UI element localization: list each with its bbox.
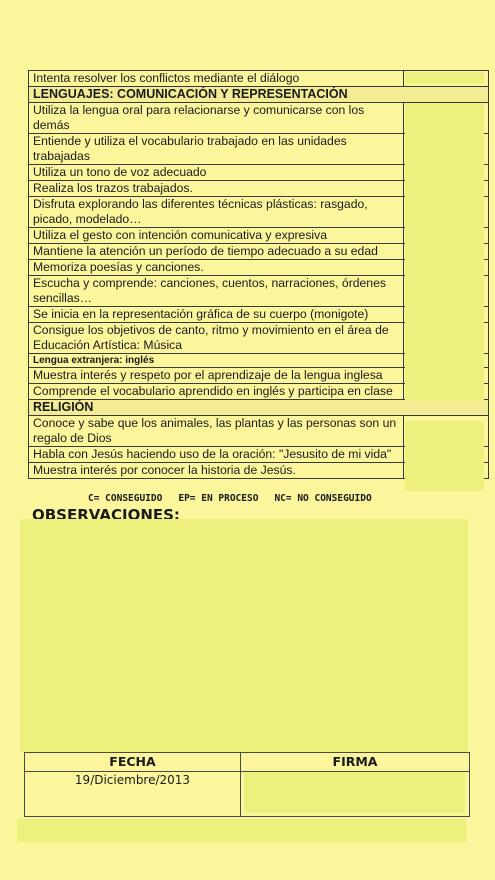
section-header-row bbox=[29, 400, 489, 416]
criterion-text: Habla con Jesús haciendo uso de la oración: "Jesusito de mi vida" bbox=[29, 447, 404, 462]
criterion-text: Consigue los objetivos de canto, ritmo y movimiento en el área de Educación Artística: Música bbox=[29, 323, 404, 353]
redacted-observaciones bbox=[20, 519, 468, 752]
redacted-footer bbox=[17, 819, 466, 842]
grading-legend bbox=[88, 493, 372, 504]
criterion-text: Conoce y sabe que los animales, las plantas y las personas son un regalo de Dios bbox=[29, 416, 404, 446]
criterion-text: Utiliza el gesto con intención comunicativa y expresiva bbox=[29, 228, 404, 243]
criterion-text: Se inicia en la representación gráfica de su cuerpo (monigote) bbox=[29, 307, 404, 322]
redacted-signature bbox=[244, 772, 465, 813]
redacted-grade-top bbox=[405, 72, 484, 84]
observaciones-title: OBSERVACIONES: bbox=[32, 506, 180, 519]
section-header-row bbox=[29, 87, 489, 103]
criterion-text: Muestra interés por conocer la historia de Jesús. bbox=[29, 463, 404, 478]
firma-column bbox=[241, 753, 469, 816]
signature-table bbox=[24, 752, 470, 817]
criterion-text: Mantiene la atención un período de tiempo adecuado a su edad bbox=[29, 244, 404, 259]
fecha-column bbox=[25, 753, 241, 816]
criterion-text: Utiliza un tono de voz adecuado bbox=[29, 165, 404, 180]
firma-label: FIRMA bbox=[241, 753, 469, 772]
criterion-text: Memoriza poesías y canciones. bbox=[29, 260, 404, 275]
section-title: RELIGIÓN bbox=[33, 400, 94, 414]
criterion-text: Comprende el vocabulario aprendido en inglés y participa en clase bbox=[29, 384, 404, 399]
criterion-text: Utiliza la lengua oral para relacionarse y comunicarse con los demás bbox=[29, 103, 404, 133]
fecha-value: 19/Diciembre/2013 bbox=[74, 773, 191, 787]
legend-en-proceso: EP= EN PROCESO bbox=[178, 493, 259, 504]
criterion-text: Intenta resolver los conflictos mediante el diálogo bbox=[29, 71, 404, 86]
fecha-label: FECHA bbox=[25, 753, 240, 772]
criterion-text: Lengua extranjera: inglés bbox=[29, 354, 404, 367]
redacted-grade-religion bbox=[405, 421, 484, 491]
criterion-text: Entiende y utiliza el vocabulario trabajado en las unidades trabajadas bbox=[29, 134, 404, 164]
legend-conseguido: C= CONSEGUIDO bbox=[88, 493, 163, 504]
criterion-text: Realiza los trazos trabajados. bbox=[29, 181, 404, 196]
criterion-text: Muestra interés y respeto por el aprendizaje de la lengua inglesa bbox=[29, 368, 404, 383]
criterion-text: Disfruta explorando las diferentes técnicas plásticas: rasgado, picado, modelado… bbox=[29, 197, 404, 227]
section-title: LENGUAJES: COMUNICACIÓN Y REPRESENTACIÓN bbox=[33, 87, 348, 101]
redacted-grade-lenguajes bbox=[405, 103, 484, 401]
legend-no-conseguido: NC= NO CONSEGUIDO bbox=[274, 493, 372, 504]
criterion-text: Escucha y comprende: canciones, cuentos, narraciones, órdenes sencillas… bbox=[29, 276, 404, 306]
